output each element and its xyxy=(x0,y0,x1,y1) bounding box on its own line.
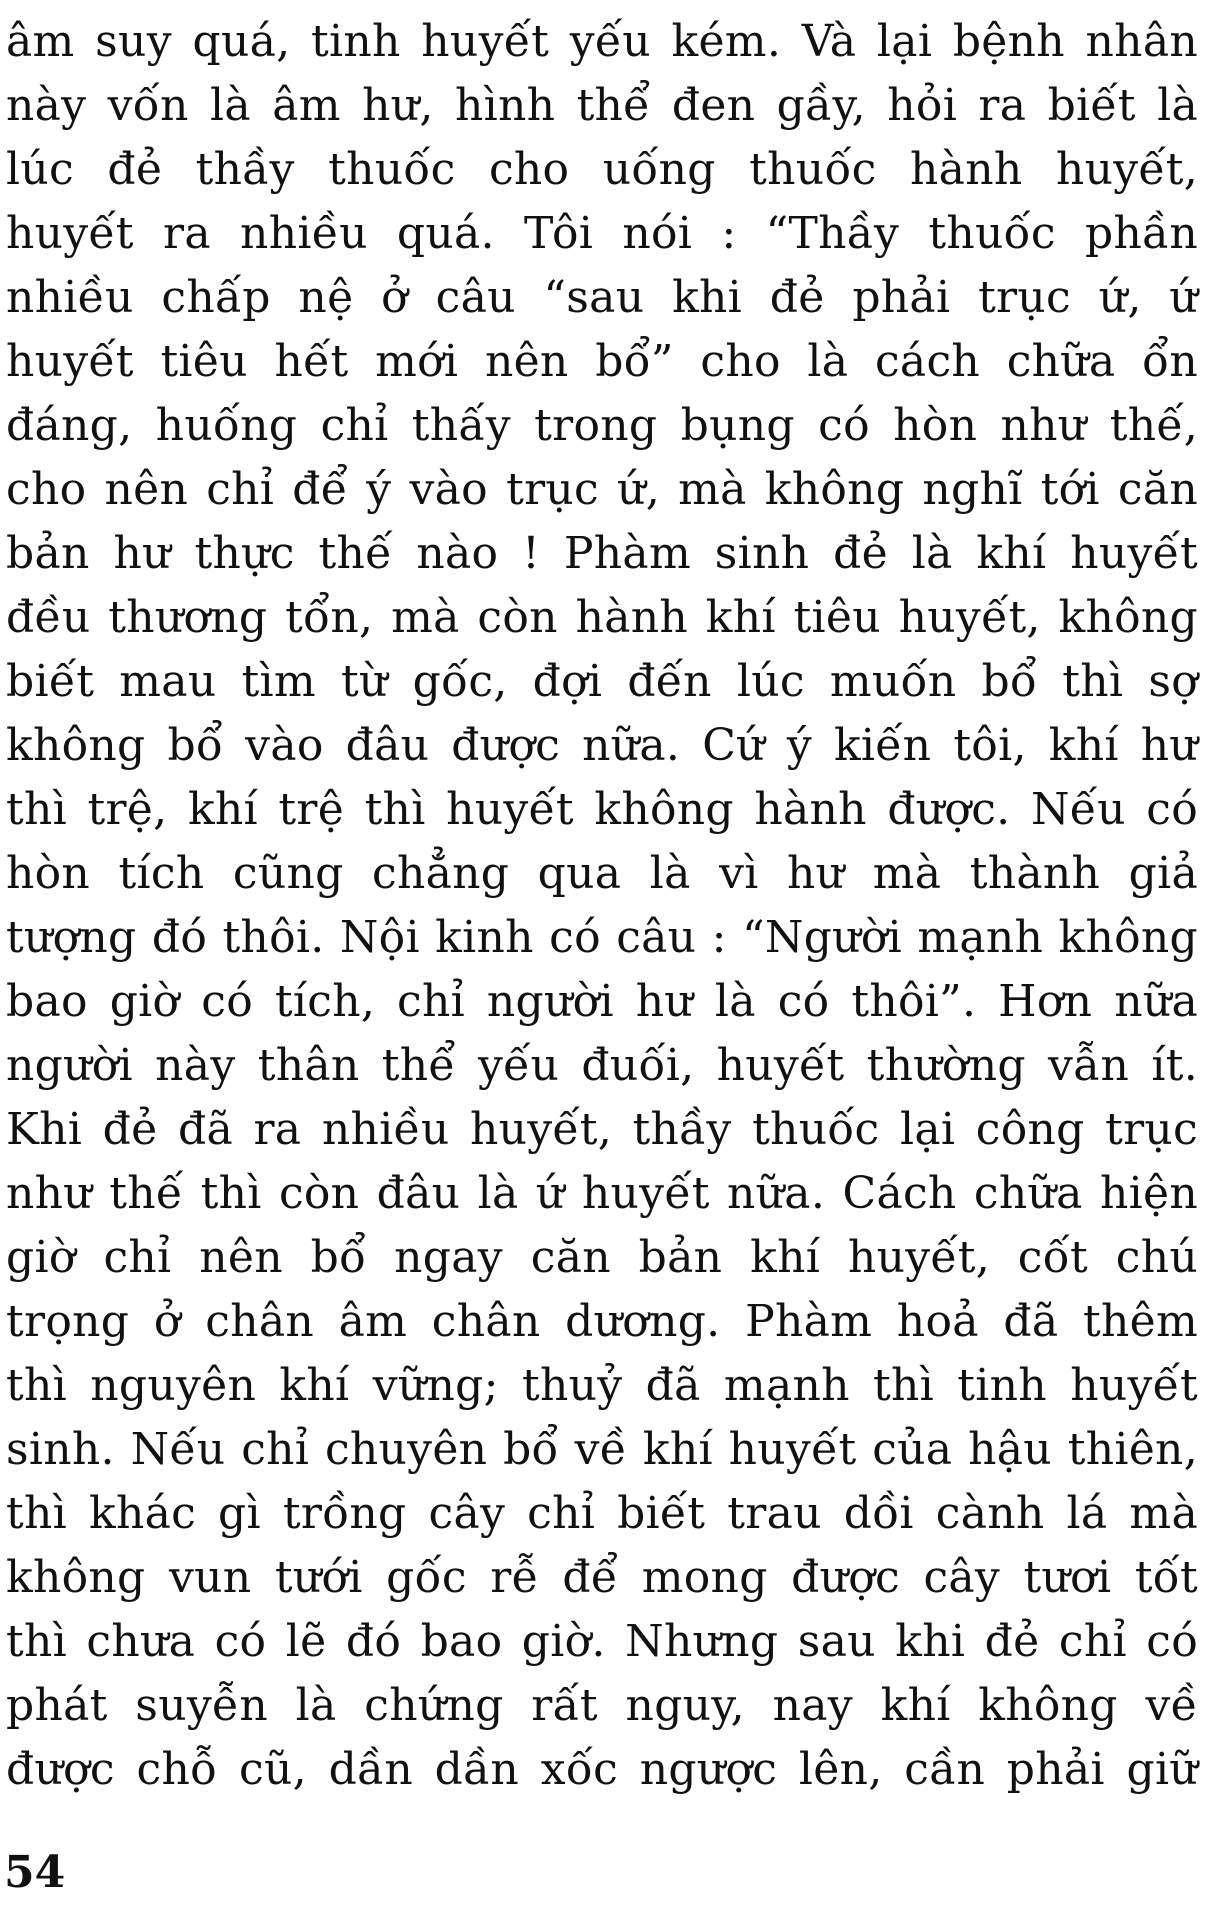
text-line: Khi đẻ đã ra nhiều huyết, thầy thuốc lại công trục xyxy=(6,1104,1198,1155)
text-line: bao giờ có tích, chỉ người hư là có thôi”. Hơn nữa xyxy=(6,976,1198,1027)
text-line: tượng đó thôi. Nội kinh có câu : “Người mạnh không xyxy=(6,912,1198,963)
text-line: âm suy quá, tinh huyết yếu kém. Và lại bệnh nhân xyxy=(6,16,1198,67)
text-line: trọng ở chân âm chân dương. Phàm hoả đã thêm xyxy=(6,1296,1198,1347)
text-line: lúc đẻ thầy thuốc cho uống thuốc hành huyết, xyxy=(6,144,1198,195)
text-line: này vốn là âm hư, hình thể đen gầy, hỏi ra biết là xyxy=(6,80,1198,131)
page-number: 54 xyxy=(4,1847,66,1898)
text-line: phát suyễn là chứng rất nguy, nay khí không về xyxy=(6,1680,1198,1731)
body-text xyxy=(6,10,1198,1802)
text-line: huyết tiêu hết mới nên bổ” cho là cách chữa ổn xyxy=(6,336,1198,387)
text-line: được chỗ cũ, dần dần xốc ngược lên, cần phải giữ xyxy=(6,1744,1198,1795)
text-line: thì khác gì trồng cây chỉ biết trau dồi cành lá mà xyxy=(6,1488,1198,1539)
text-line: thì chưa có lẽ đó bao giờ. Nhưng sau khi đẻ chỉ có xyxy=(6,1616,1198,1667)
text-line: người này thân thể yếu đuối, huyết thường vẫn ít. xyxy=(6,1040,1198,1091)
text-line: biết mau tìm từ gốc, đợi đến lúc muốn bổ thì sợ xyxy=(6,656,1198,707)
text-line: đáng, huống chỉ thấy trong bụng có hòn như thế, xyxy=(6,400,1198,451)
text-line: sinh. Nếu chỉ chuyên bổ về khí huyết của hậu thiên, xyxy=(6,1424,1198,1475)
text-line: huyết ra nhiều quá. Tôi nói : “Thầy thuốc phần xyxy=(6,208,1198,259)
text-line: như thế thì còn đâu là ứ huyết nữa. Cách chữa hiện xyxy=(6,1168,1198,1219)
text-line: nhiều chấp nệ ở câu “sau khi đẻ phải trục ứ, ứ xyxy=(6,272,1198,323)
text-line: cho nên chỉ để ý vào trục ứ, mà không nghĩ tới căn xyxy=(6,464,1198,515)
text-line: bản hư thực thế nào ! Phàm sinh đẻ là khí huyết xyxy=(6,528,1198,579)
text-line: hòn tích cũng chẳng qua là vì hư mà thành giả xyxy=(6,848,1198,899)
text-line: không vun tưới gốc rễ để mong được cây tươi tốt xyxy=(6,1552,1198,1603)
text-line: thì nguyên khí vững; thuỷ đã mạnh thì tinh huyết xyxy=(6,1360,1198,1411)
text-line: đều thương tổn, mà còn hành khí tiêu huyết, không xyxy=(6,592,1198,643)
text-line: giờ chỉ nên bổ ngay căn bản khí huyết, cốt chú xyxy=(6,1232,1198,1283)
text-line: không bổ vào đâu được nữa. Cứ ý kiến tôi, khí hư xyxy=(6,720,1198,771)
text-line: thì trệ, khí trệ thì huyết không hành được. Nếu có xyxy=(6,784,1198,835)
